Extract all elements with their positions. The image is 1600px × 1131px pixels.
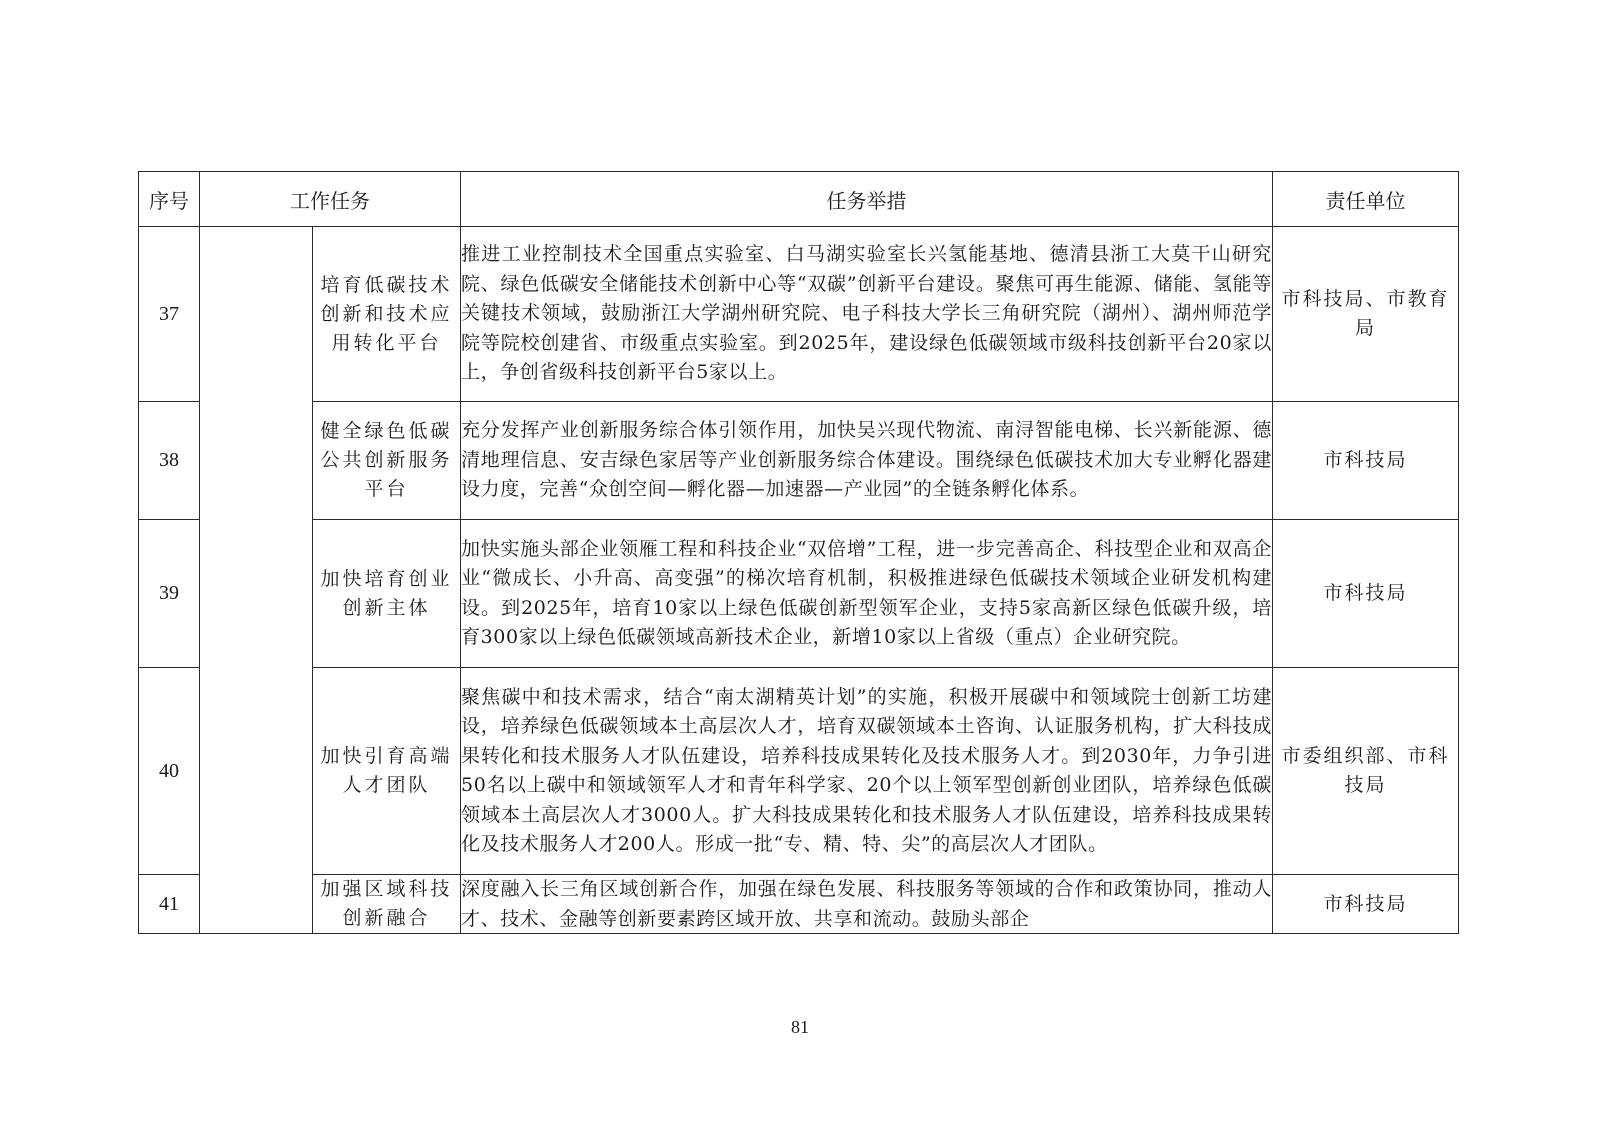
row-unit: 市科技局 (1273, 875, 1459, 934)
table-row (139, 227, 1459, 402)
row-measure: 充分发挥产业创新服务综合体引领作用，加快吴兴现代物流、南浔智能电梯、长兴新能源、德清地理信息、安吉绿色家居等产业创新服务综合体建设。围绕绿色低碳技术加大专业孵化器建设力度，完善“众创空间—孵化器—加速器—产业园”的全链条孵化体系。 (461, 402, 1273, 520)
row-measure-cell (461, 875, 1273, 934)
header-unit: 责任单位 (1273, 172, 1459, 227)
row-task: 培育低碳技术创新和技术应用转化平台 (313, 227, 461, 402)
row-unit: 市科技局 (1273, 402, 1459, 520)
row-measure: 深度融入长三角区域创新合作，加强在绿色发展、科技服务等领域的合作和政策协同，推动人才、技术、金融等创新要素跨区域开放、共享和流动。鼓励头部企 (461, 878, 1272, 930)
task-table (138, 171, 1459, 934)
header-task: 工作任务 (200, 172, 461, 227)
row-task: 加快引育高端人才团队 (313, 668, 461, 875)
category-merged-cell (200, 227, 313, 934)
table-row (139, 402, 1459, 520)
header-seq: 序号 (139, 172, 200, 227)
row-unit: 市科技局、市教育局 (1273, 227, 1459, 402)
table-header-row (139, 172, 1459, 227)
row-seq: 37 (139, 227, 200, 402)
table-row (139, 520, 1459, 668)
row-task: 健全绿色低碳公共创新服务平台 (313, 402, 461, 520)
row-seq: 41 (139, 875, 200, 934)
row-seq: 40 (139, 668, 200, 875)
table-row (139, 668, 1459, 875)
row-seq: 39 (139, 520, 200, 668)
row-unit: 市科技局 (1273, 520, 1459, 668)
row-task: 加强区域科技创新融合 (313, 875, 461, 934)
header-measure: 任务举措 (461, 172, 1273, 227)
row-seq: 38 (139, 402, 200, 520)
row-measure: 聚焦碳中和技术需求，结合“南太湖精英计划”的实施，积极开展碳中和领域院士创新工坊建设，培养绿色低碳领域本土高层次人才，培育双碳领域本土咨询、认证服务机构，扩大科技成果转化和技术服务人才队伍建设，培养科技成果转化及技术服务人才。到2030年，力争引进50名以上碳中和领域领军人才和青年科学家、20个以上领军型创新创业团队，培养绿色低碳领域本土高层次人才3000人。扩大科技成果转化和技术服务人才队伍建设，培养科技成果转化及技术服务人才200人。形成一批“专、精、特、尖”的高层次人才团队。 (461, 668, 1273, 875)
row-measure: 推进工业控制技术全国重点实验室、白马湖实验室长兴氢能基地、德清县浙工大莫干山研究院、绿色低碳安全储能技术创新中心等“双碳”创新平台建设。聚焦可再生能源、储能、氢能等关键技术领域，鼓励浙江大学湖州研究院、电子科技大学长三角研究院（湖州）、湖州师范学院等院校创建省、市级重点实验室。到2025年，建设绿色低碳领域市级科技创新平台20家以上，争创省级科技创新平台5家以上。 (461, 227, 1273, 402)
table-row (139, 875, 1459, 934)
row-task: 加快培育创业创新主体 (313, 520, 461, 668)
page-number: 81 (791, 1017, 809, 1037)
row-unit: 市委组织部、市科技局 (1273, 668, 1459, 875)
row-measure: 加快实施头部企业领雁工程和科技企业“双倍增”工程，进一步完善高企、科技型企业和双高企业“微成长、小升高、高变强”的梯次培育机制，积极推进绿色低碳技术领域企业研发机构建设。到2025年，培育10家以上绿色低碳创新型领军企业，支持5家高新区绿色低碳升级，培育300家以上绿色低碳领域高新技术企业，新增10家以上省级（重点）企业研究院。 (461, 520, 1273, 668)
